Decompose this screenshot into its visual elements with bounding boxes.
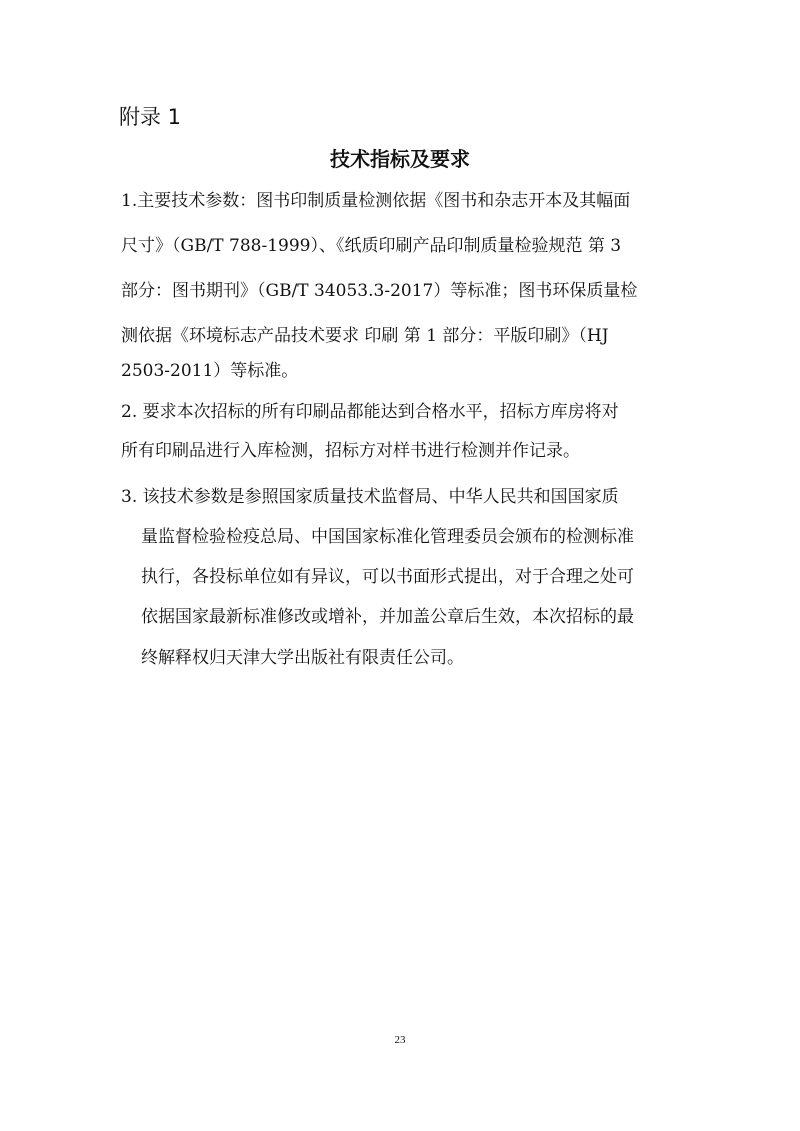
paragraph-line: 量监督检验检疫总局、中国国家标准化管理委员会颁布的检测标准	[141, 527, 634, 547]
paragraph-line: 执行，各投标单位如有异议，可以书面形式提出，对于合理之处可	[141, 567, 634, 587]
paragraph-line: 所有印刷品进行入库检测，招标方对样书进行检测并作记录。	[121, 441, 580, 461]
paragraph-line: 依据国家最新标准修改或增补，并加盖公章后生效，本次招标的最	[141, 607, 634, 627]
paragraph-line: 测依据《环境标志产品技术要求 印刷 第 1 部分：平版印刷》（HJ	[121, 326, 609, 346]
paragraph-line: 3. 该技术参数是参照国家质量技术监督局、中华人民共和国国家质	[121, 487, 619, 507]
paragraph-line: 部分：图书期刊》（GB/T 34053.3-2017）等标准；图书环保质量检	[121, 281, 638, 301]
appendix-label: 附录 1	[119, 105, 182, 129]
paragraph-line: 2503-2011）等标准。	[121, 361, 299, 381]
paragraph-line: 2. 要求本次招标的所有印刷品都能达到合格水平，招标方库房将对	[121, 402, 619, 422]
page-title: 技术指标及要求	[330, 147, 470, 171]
paragraph-line: 1.主要技术参数：图书印制质量检测依据《图书和杂志开本及其幅面	[121, 191, 631, 211]
paragraph-line: 终解释权归天津大学出版社有限责任公司。	[141, 648, 464, 668]
page-number: 23	[394, 1034, 406, 1046]
paragraph-line: 尺寸》（GB/T 788-1999）、《纸质印刷产品印制质量检验规范 第 3	[121, 236, 622, 256]
